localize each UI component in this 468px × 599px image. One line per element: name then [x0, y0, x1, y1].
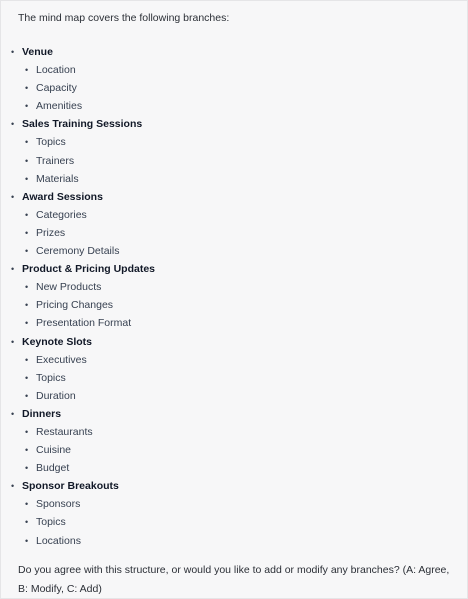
sub-item-label: Topics — [36, 136, 66, 149]
sub-item-label: Materials — [36, 172, 79, 185]
sub-item — [25, 242, 451, 260]
bullet-icon: • — [25, 246, 29, 257]
sub-item-label: Location — [36, 64, 76, 77]
sub-item — [25, 495, 451, 513]
sub-item — [25, 278, 451, 296]
sub-item-label: Ceremony Details — [36, 245, 120, 258]
sub-item-label: Locations — [36, 534, 81, 547]
bullet-icon: • — [25, 390, 29, 401]
bullet-icon: • — [25, 83, 29, 94]
bullet-icon: • — [11, 336, 15, 347]
sub-item — [25, 314, 451, 332]
branch-title: Sales Training Sessions — [22, 118, 143, 131]
branch — [11, 405, 451, 477]
sub-item — [25, 532, 451, 550]
bullet-icon: • — [25, 354, 29, 365]
bullet-icon: • — [25, 173, 29, 184]
sub-item-label: Categories — [36, 208, 87, 221]
sub-item-list — [11, 206, 451, 260]
branch-title: Venue — [22, 46, 53, 58]
sub-item-list — [11, 423, 451, 477]
branch — [11, 43, 451, 115]
branch-title: Dinners — [22, 407, 62, 420]
sub-item — [25, 224, 451, 242]
bullet-icon: • — [11, 264, 15, 275]
sub-item-label: Trainers — [36, 154, 75, 167]
sub-item — [25, 61, 451, 79]
sub-item — [25, 152, 451, 170]
bullet-icon: • — [25, 463, 29, 474]
bullet-icon: • — [25, 445, 29, 456]
branch — [11, 115, 451, 187]
sub-item-label: Topics — [36, 371, 66, 384]
sub-item-list — [11, 495, 451, 549]
sub-item-label: Restaurants — [36, 425, 93, 438]
branch-row — [11, 43, 451, 61]
sub-item-label: Presentation Format — [36, 317, 132, 330]
bullet-icon: • — [25, 209, 29, 220]
branch-row — [11, 260, 451, 278]
bullet-icon: • — [11, 481, 15, 492]
branch — [11, 188, 451, 260]
sub-item — [25, 79, 451, 97]
sub-item — [25, 296, 451, 314]
sub-item — [25, 369, 451, 387]
sub-item — [25, 513, 451, 531]
branch-row — [11, 477, 451, 495]
bullet-icon: • — [25, 426, 29, 437]
branch — [11, 260, 451, 332]
bullet-icon: • — [11, 119, 15, 130]
bullet-icon: • — [25, 372, 29, 383]
bullet-icon: • — [11, 191, 15, 202]
bullet-icon: • — [25, 227, 29, 238]
sub-item — [25, 170, 451, 188]
sub-item — [25, 351, 451, 369]
sub-item-label: Cuisine — [36, 444, 72, 457]
bullet-icon: • — [25, 535, 29, 546]
sub-item-label: Executives — [36, 353, 87, 366]
sub-item — [25, 387, 451, 405]
branch-row — [11, 188, 451, 206]
intro-text: The mind map covers the following branches: — [18, 12, 230, 24]
branch-row — [11, 405, 451, 423]
sub-item-label: Capacity — [36, 82, 77, 95]
branch — [11, 333, 451, 405]
branch-title: Keynote Slots — [22, 335, 93, 348]
bullet-icon: • — [25, 101, 29, 112]
sub-item — [25, 206, 451, 224]
bullet-icon: • — [25, 318, 29, 329]
bullet-icon: • — [25, 499, 29, 510]
bullet-icon: • — [25, 282, 29, 293]
sub-item-list — [11, 278, 451, 332]
sub-item — [25, 441, 451, 459]
sub-item — [25, 133, 451, 151]
bullet-icon: • — [25, 155, 29, 166]
sub-item — [25, 459, 451, 477]
sub-item — [25, 423, 451, 441]
sub-item-list — [11, 133, 451, 187]
sub-item-label: Sponsors — [36, 498, 81, 511]
branch-row — [11, 333, 451, 351]
sub-item-label: Amenities — [36, 100, 83, 113]
branch-row — [11, 115, 451, 133]
sub-item-list — [11, 61, 451, 115]
branch-title: Sponsor Breakouts — [22, 480, 119, 493]
bullet-icon: • — [25, 517, 29, 528]
bullet-icon: • — [11, 408, 15, 419]
sub-item-label: Prizes — [36, 226, 66, 239]
sub-item — [25, 97, 451, 115]
follow-up-question: Do you agree with this structure, or would you like to add or modify any branches? (A: Agree, B: Modify, C: Add) — [18, 564, 450, 595]
bullet-icon: • — [11, 47, 15, 57]
sub-item-label: Duration — [36, 389, 76, 402]
branch-title: Product & Pricing Updates — [22, 263, 156, 276]
sub-item-list — [11, 351, 451, 405]
branch — [11, 477, 451, 549]
sub-item-label: New Products — [36, 281, 102, 294]
sub-item-label: Pricing Changes — [36, 299, 114, 312]
bullet-icon: • — [25, 137, 29, 148]
sub-item-label: Budget — [36, 462, 70, 475]
bullet-icon: • — [25, 300, 29, 311]
sub-item-label: Topics — [36, 516, 66, 529]
bullet-icon: • — [25, 65, 29, 76]
mind-map-branch-list — [11, 43, 451, 550]
branch-title: Award Sessions — [22, 190, 103, 203]
